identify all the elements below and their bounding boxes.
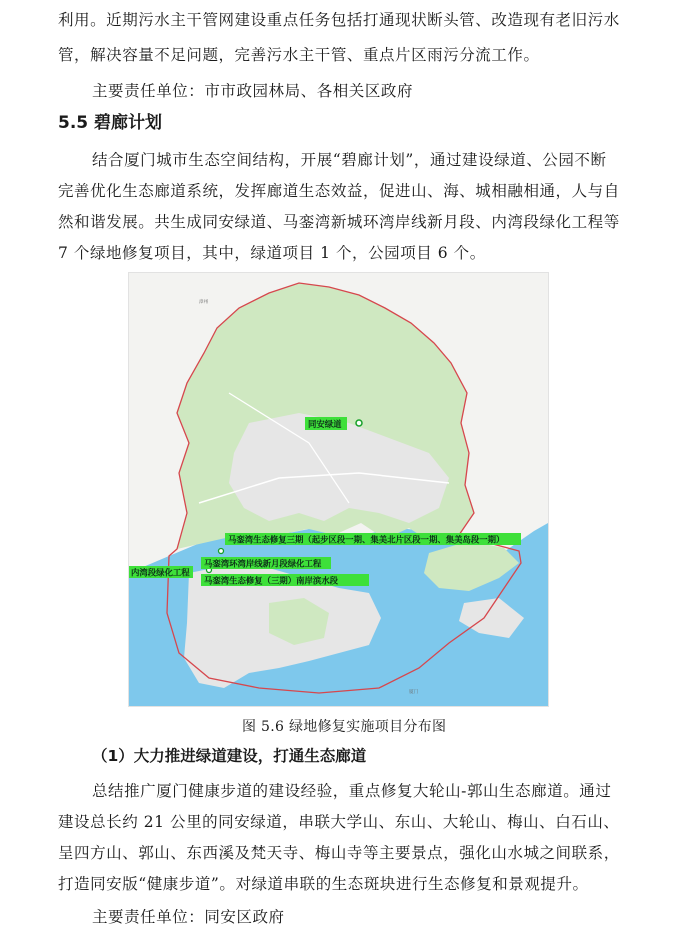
label-maluan-nanan: 马銮湾生态修复（三期）南岸滨水段 xyxy=(204,575,338,586)
map-graphic xyxy=(129,273,548,706)
subsection-title: （1）大力推进绿道建设，打通生态廊道 xyxy=(92,747,367,765)
body-text-line: 管，解决容量不足问题，完善污水主干管、重点片区雨污分流工作。 xyxy=(58,46,540,64)
place-name: 漳州 xyxy=(199,300,209,305)
tongan-greenway-marker xyxy=(356,420,362,426)
section-title: 5.5 碧廊计划 xyxy=(58,113,163,133)
body-text-line: 打造同安版“健康步道”。对绿道串联的生态斑块进行生态修复和景观提升。 xyxy=(58,875,589,893)
body-text-line: 呈四方山、郭山、东西溪及梵天寺、梅山寺等主要景点，强化山水城之间联系， xyxy=(58,844,620,862)
maluan-marker xyxy=(219,549,224,554)
figure-caption: 图 5.6 绿地修复实施项目分布图 xyxy=(242,719,447,735)
label-maluan-3: 马銮湾生态修复三期（起步区段一期、集美北片区段一期、集美岛段一期） xyxy=(228,534,505,545)
body-text-line: 完善优化生态廊道系统，发挥廊道生态效益，促进山、海、城相融相通，人与自 xyxy=(58,182,620,200)
responsible-unit: 主要责任单位：同安区政府 xyxy=(92,908,285,926)
label-neiwan: 内湾段绿化工程 xyxy=(131,567,190,578)
body-text-line: 利用。近期污水主干管网建设重点任务包括打通现状断头管、改造现有老旧污水 xyxy=(58,11,620,29)
body-text-line: 总结推广厦门健康步道的建设经验，重点修复大轮山-郭山生态廊道。通过 xyxy=(92,782,612,800)
body-text-line: 建设总长约 21 公里的同安绿道，串联大学山、东山、大轮山、梅山、白石山、 xyxy=(58,813,620,831)
label-tongan: 同安绿道 xyxy=(308,419,342,429)
body-text-line: 7 个绿地修复项目，其中，绿道项目 1 个，公园项目 6 个。 xyxy=(58,244,486,262)
body-text-line: 结合厦门城市生态空间结构，开展“碧廊计划”，通过建设绿道、公园不断 xyxy=(92,151,607,169)
label-maluan-xinyue: 马銮湾环湾岸线新月段绿化工程 xyxy=(204,558,322,569)
place-name: 厦门 xyxy=(409,690,419,695)
green-restoration-map xyxy=(128,272,549,707)
responsible-unit: 主要责任单位：市市政园林局、各相关区政府 xyxy=(92,82,414,100)
body-text-line: 然和谐发展。共生成同安绿道、马銮湾新城环湾岸线新月段、内湾段绿化工程等 xyxy=(58,213,620,231)
